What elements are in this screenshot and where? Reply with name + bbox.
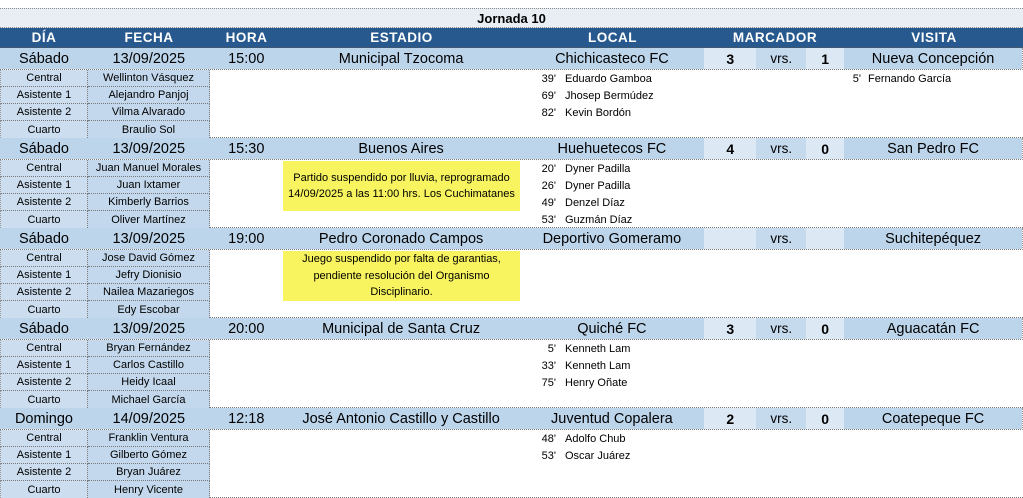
local-goal-cell: [520, 177, 845, 194]
officials-goals-row: [0, 87, 1023, 104]
stadium-name: Pedro Coronado Campos: [283, 228, 520, 249]
local-goal-cell: [520, 104, 845, 121]
visita-goal-cell: [845, 104, 1023, 121]
official-role-label: Asistente 2: [0, 464, 88, 481]
match-day: Sábado: [0, 48, 88, 69]
vrs-label: vrs.: [756, 228, 806, 249]
local-goal-cell: [520, 70, 845, 87]
goal-scorer: Adolfo Chub: [565, 432, 626, 445]
column-header-local: LOCAL: [588, 30, 637, 45]
visita-goal-cell: [845, 391, 1023, 408]
local-goal-cell: [520, 481, 845, 498]
goal-minute: 49': [541, 196, 556, 209]
officials-goals-row: [0, 391, 1023, 408]
local-score: 4: [704, 138, 756, 159]
official-name: Henry Vicente: [88, 481, 210, 498]
officials-goals-row: [0, 374, 1023, 391]
local-score: 3: [704, 48, 756, 69]
local-goal-cell: [520, 374, 845, 391]
empty-cell: [210, 301, 520, 318]
match-day: Sábado: [0, 318, 88, 339]
goal-scorer: Kevin Bordón: [565, 106, 632, 119]
match-time: 12:18: [210, 408, 283, 429]
match-day: Domingo: [0, 408, 88, 429]
visita-goal-cell: [845, 340, 1023, 357]
officials-goals-row: [0, 121, 1023, 138]
visita-team-name: Coatepeque FC: [844, 408, 1022, 429]
match-date: 13/09/2025: [88, 138, 210, 159]
local-goal-cell: [520, 194, 845, 211]
visita-goal-cell: [845, 177, 1023, 194]
official-name: Jefry Dionisio: [88, 267, 210, 284]
goal-minute: 48': [541, 432, 556, 445]
local-goal-cell: [520, 464, 845, 481]
official-name: Gilberto Gómez: [88, 447, 210, 464]
goal-minute: 69': [541, 89, 556, 102]
visita-team-name: Suchitepéquez: [844, 228, 1022, 249]
goal-minute: 75': [541, 376, 556, 389]
official-role-label: Cuarto: [0, 211, 88, 228]
official-name: Carlos Castillo: [88, 357, 210, 374]
official-role-label: Asistente 1: [0, 177, 88, 194]
empty-cell: [210, 391, 520, 408]
local-team-name: Juventud Copalera: [519, 408, 704, 429]
local-score: [704, 228, 756, 249]
visita-score: 0: [806, 408, 844, 429]
official-name: Kimberly Barrios: [88, 194, 210, 211]
visita-goal-cell: [845, 464, 1023, 481]
match-date: 14/09/2025: [88, 408, 210, 429]
goal-scorer: Kenneth Lam: [565, 359, 631, 372]
goal-minute: 33': [541, 359, 556, 372]
visita-goal-cell: [845, 447, 1023, 464]
stadium-name: Municipal de Santa Cruz: [283, 318, 520, 339]
local-goal-cell: [520, 160, 845, 177]
goal-minute: 5': [547, 342, 556, 355]
officials-goals-row: [0, 301, 1023, 318]
local-goal-cell: [520, 301, 845, 318]
goal-scorer: Eduardo Gamboa: [565, 72, 652, 85]
match-time: 20:00: [210, 318, 283, 339]
empty-cell: [210, 121, 520, 138]
goal-minute: 82': [541, 106, 556, 119]
match-date: 13/09/2025: [88, 48, 210, 69]
empty-cell: [210, 447, 520, 464]
page-title: Jornada 10: [477, 10, 546, 26]
visita-goal-cell: [845, 160, 1023, 177]
match-day: Sábado: [0, 138, 88, 159]
empty-cell: [210, 430, 520, 447]
goal-minute: 53': [541, 213, 556, 226]
empty-cell: [210, 104, 520, 121]
jornada-title-band: [0, 8, 1023, 28]
column-header-estadio: ESTADIO: [370, 30, 433, 45]
vrs-label: vrs.: [756, 318, 806, 339]
goal-scorer: Dyner Padilla: [565, 162, 631, 175]
table-header-row: [0, 28, 1023, 48]
visita-goal-cell: [845, 211, 1023, 228]
officials-goals-row: [0, 481, 1023, 498]
visita-score: [806, 228, 844, 249]
official-name: Juan Manuel Morales: [88, 160, 210, 177]
local-score: 3: [704, 318, 756, 339]
visita-goal-cell: [845, 301, 1023, 318]
match-row: [0, 318, 1023, 340]
local-team-name: Huehuetecos FC: [519, 138, 704, 159]
match-block: [0, 408, 1023, 498]
local-goal-cell: [520, 447, 845, 464]
official-name: Bryan Fernández: [88, 340, 210, 357]
goal-scorer: Henry Oñate: [565, 376, 628, 389]
visita-goal-cell: [845, 194, 1023, 211]
official-role-label: Cuarto: [0, 301, 88, 318]
empty-cell: [210, 464, 520, 481]
empty-cell: [210, 70, 520, 87]
visita-goal-cell: [845, 481, 1023, 498]
goal-scorer: Kenneth Lam: [565, 342, 631, 355]
visita-goal-cell: [845, 430, 1023, 447]
match-row: [0, 48, 1023, 70]
top-margin: [0, 0, 1023, 8]
official-role-label: Central: [0, 250, 88, 267]
official-role-label: Central: [0, 340, 88, 357]
stadium-name: José Antonio Castillo y Castillo: [283, 408, 520, 429]
official-role-label: Cuarto: [0, 481, 88, 498]
visita-goal-cell: [845, 70, 1023, 87]
local-goal-cell: [520, 211, 845, 228]
official-name: Oliver Martínez: [88, 211, 210, 228]
local-goal-cell: [520, 391, 845, 408]
match-row: [0, 138, 1023, 160]
local-team-name: Chichicasteco FC: [519, 48, 704, 69]
stadium-name: Buenos Aires: [283, 138, 520, 159]
official-role-label: Asistente 2: [0, 194, 88, 211]
local-goal-cell: [520, 430, 845, 447]
match-date: 13/09/2025: [88, 228, 210, 249]
column-header-fecha: FECHA: [124, 30, 174, 45]
local-team-name: Quiché FC: [519, 318, 704, 339]
empty-cell: [210, 357, 520, 374]
officials-goals-row: [0, 357, 1023, 374]
local-goal-cell: [520, 121, 845, 138]
officials-goals-row: [0, 430, 1023, 447]
official-name: Vilma Alvarado: [88, 104, 210, 121]
match-time: 19:00: [210, 228, 283, 249]
vrs-label: vrs.: [756, 48, 806, 69]
official-role-label: Central: [0, 70, 88, 87]
official-name: Jose David Gómez: [88, 250, 210, 267]
match-block: [0, 318, 1023, 408]
match-time: 15:00: [210, 48, 283, 69]
goal-minute: 26': [541, 179, 556, 192]
column-header-dia: DÍA: [31, 30, 57, 45]
visita-team-name: Aguacatán FC: [844, 318, 1022, 339]
empty-cell: [210, 211, 520, 228]
visita-score: 0: [806, 318, 844, 339]
official-role-label: Asistente 2: [0, 104, 88, 121]
stadium-name: Municipal Tzocoma: [283, 48, 520, 69]
officials-goals-row: [0, 211, 1023, 228]
match-row: [0, 228, 1023, 250]
local-team-name: Deportivo Gomeramo: [519, 228, 704, 249]
visita-team-name: San Pedro FC: [844, 138, 1022, 159]
match-day: Sábado: [0, 228, 88, 249]
goal-scorer: Guzmán Díaz: [565, 213, 633, 226]
official-role-label: Asistente 1: [0, 87, 88, 104]
visita-goal-cell: [845, 284, 1023, 301]
goal-scorer: Dyner Padilla: [565, 179, 631, 192]
local-goal-cell: [520, 250, 845, 267]
match-blocks: [0, 48, 1023, 498]
officials-goals-row: [0, 104, 1023, 121]
official-name: Juan Ixtamer: [88, 177, 210, 194]
official-role-label: Asistente 2: [0, 284, 88, 301]
official-name: Franklin Ventura: [88, 430, 210, 447]
vrs-label: vrs.: [756, 408, 806, 429]
match-row: [0, 408, 1023, 430]
goal-minute: 53': [541, 449, 556, 462]
officials-goals-row: [0, 70, 1023, 87]
visita-goal-cell: [845, 374, 1023, 391]
official-name: Alejandro Panjoj: [88, 87, 210, 104]
official-name: Nailea Mazariegos: [88, 284, 210, 301]
goal-minute: 5': [852, 72, 861, 85]
vrs-label: vrs.: [756, 138, 806, 159]
empty-cell: [210, 340, 520, 357]
local-goal-cell: [520, 267, 845, 284]
official-name: Bryan Juárez: [88, 464, 210, 481]
officials-goals-row: [0, 447, 1023, 464]
empty-cell: [210, 481, 520, 498]
empty-cell: [210, 374, 520, 391]
official-role-label: Asistente 2: [0, 374, 88, 391]
local-score: 2: [704, 408, 756, 429]
match-time: 15:30: [210, 138, 283, 159]
official-name: Heidy Icaal: [88, 374, 210, 391]
empty-cell: [210, 87, 520, 104]
local-goal-cell: [520, 340, 845, 357]
match-block: [0, 48, 1023, 138]
official-role-label: Central: [0, 160, 88, 177]
column-header-hora: HORA: [225, 30, 268, 45]
officials-goals-row: [0, 464, 1023, 481]
goal-minute: 20': [541, 162, 556, 175]
goal-scorer: Fernando García: [868, 72, 952, 85]
local-goal-cell: [520, 357, 845, 374]
official-name: Edy Escobar: [88, 301, 210, 318]
official-name: Wellinton Vásquez: [88, 70, 210, 87]
visita-team-name: Nueva Concepción: [844, 48, 1022, 69]
official-name: Braulio Sol: [88, 121, 210, 138]
visita-score: 0: [806, 138, 844, 159]
official-role-label: Cuarto: [0, 121, 88, 138]
visita-score: 1: [806, 48, 844, 69]
goal-scorer: Oscar Juárez: [565, 449, 631, 462]
official-role-label: Central: [0, 430, 88, 447]
official-role-label: Asistente 1: [0, 447, 88, 464]
visita-goal-cell: [845, 357, 1023, 374]
official-role-label: Asistente 1: [0, 267, 88, 284]
goal-minute: 39': [541, 72, 556, 85]
visita-goal-cell: [845, 267, 1023, 284]
visita-goal-cell: [845, 87, 1023, 104]
match-block: [0, 228, 1023, 318]
official-role-label: Cuarto: [0, 391, 88, 408]
goal-scorer: Jhosep Bermúdez: [565, 89, 654, 102]
match-block: [0, 138, 1023, 228]
suspension-note: Juego suspendido por falta de garantias, pendiente resolución del Organismo Disciplinario.: [283, 251, 520, 301]
visita-goal-cell: [845, 121, 1023, 138]
suspension-note: Partido suspendido por lluvia, reprogramado 14/09/2025 a las 11:00 hrs. Los Cuchimatanes: [283, 161, 520, 211]
official-role-label: Asistente 1: [0, 357, 88, 374]
local-goal-cell: [520, 87, 845, 104]
official-name: Michael García: [88, 391, 210, 408]
officials-goals-row: [0, 340, 1023, 357]
visita-goal-cell: [845, 250, 1023, 267]
local-goal-cell: [520, 284, 845, 301]
column-header-visita: VISITA: [911, 30, 957, 45]
column-header-marcador: MARCADOR: [732, 30, 818, 45]
match-date: 13/09/2025: [88, 318, 210, 339]
goal-scorer: Denzel Díaz: [565, 196, 625, 209]
